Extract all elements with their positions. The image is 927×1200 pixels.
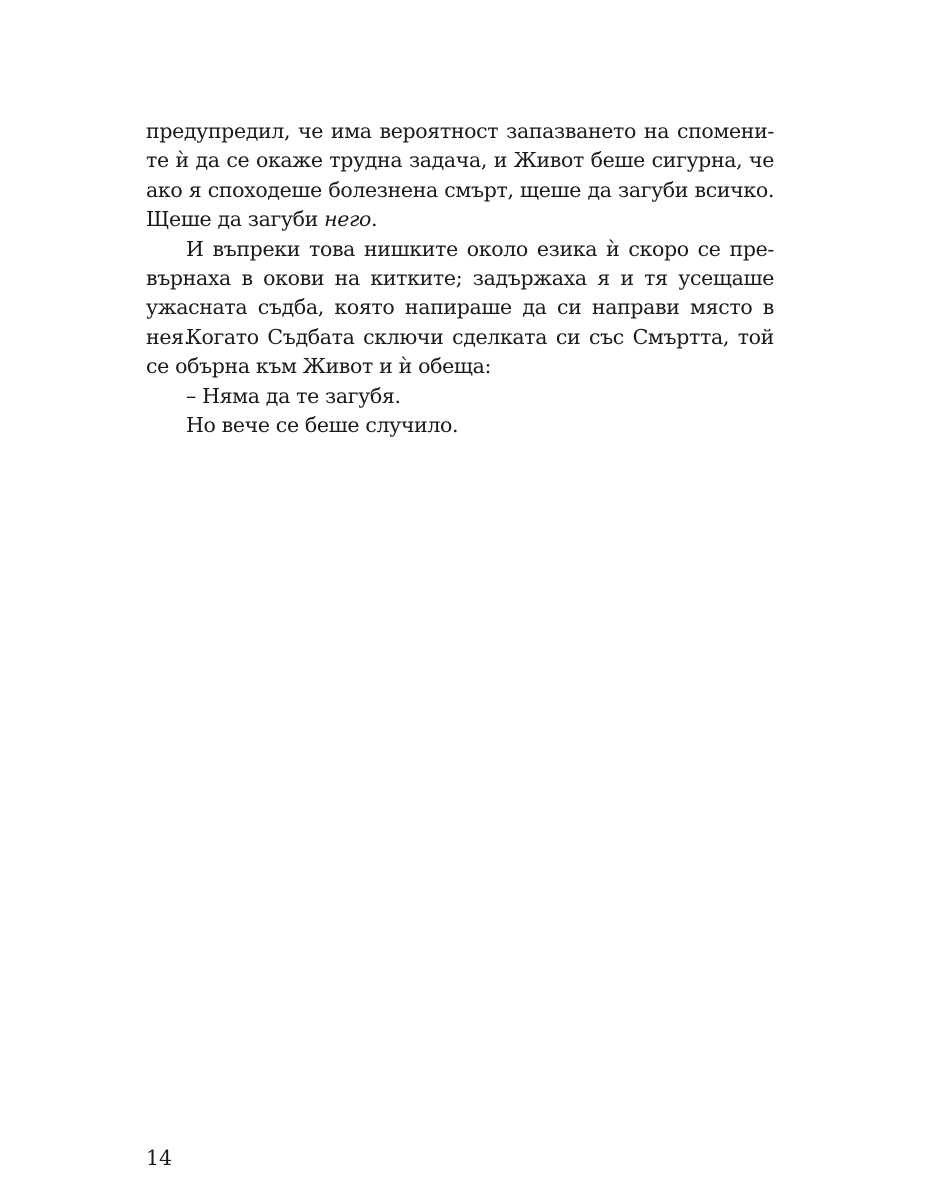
page-number: 14 (146, 1146, 173, 1170)
text-line: Когато Съдбата сключи сделката си със Смъртта, той (186, 324, 774, 349)
body-text (146, 117, 774, 440)
text-line (146, 205, 774, 234)
text-line: те ѝ да се окаже трудна задача, и Живот беше сигурна, че (146, 148, 774, 173)
text-fragment: . (371, 207, 378, 232)
text-fragment: Щеше да загуби (146, 207, 325, 232)
emphasized-word: него (324, 207, 372, 232)
text-line: И въпреки това нишките около езика ѝ скоро се пре- (186, 236, 774, 261)
text-line: предупредил, че има вероятност запазването на спомени- (146, 119, 774, 143)
dialogue-line: – Няма да те загубя. (186, 383, 401, 408)
text-line: Но вече се беше случило. (186, 412, 459, 437)
text-line: върнаха в окови на китките; задържаха я и тя усещаше (146, 265, 774, 290)
text-line: ако я споходеше болезнена смърт, щеше да загуби всичко. (146, 177, 774, 202)
text-line: ужасната съдба, която напираше да си направи място в нея. (146, 295, 774, 349)
text-line: се обърна към Живот и ѝ обеща: (146, 354, 491, 379)
